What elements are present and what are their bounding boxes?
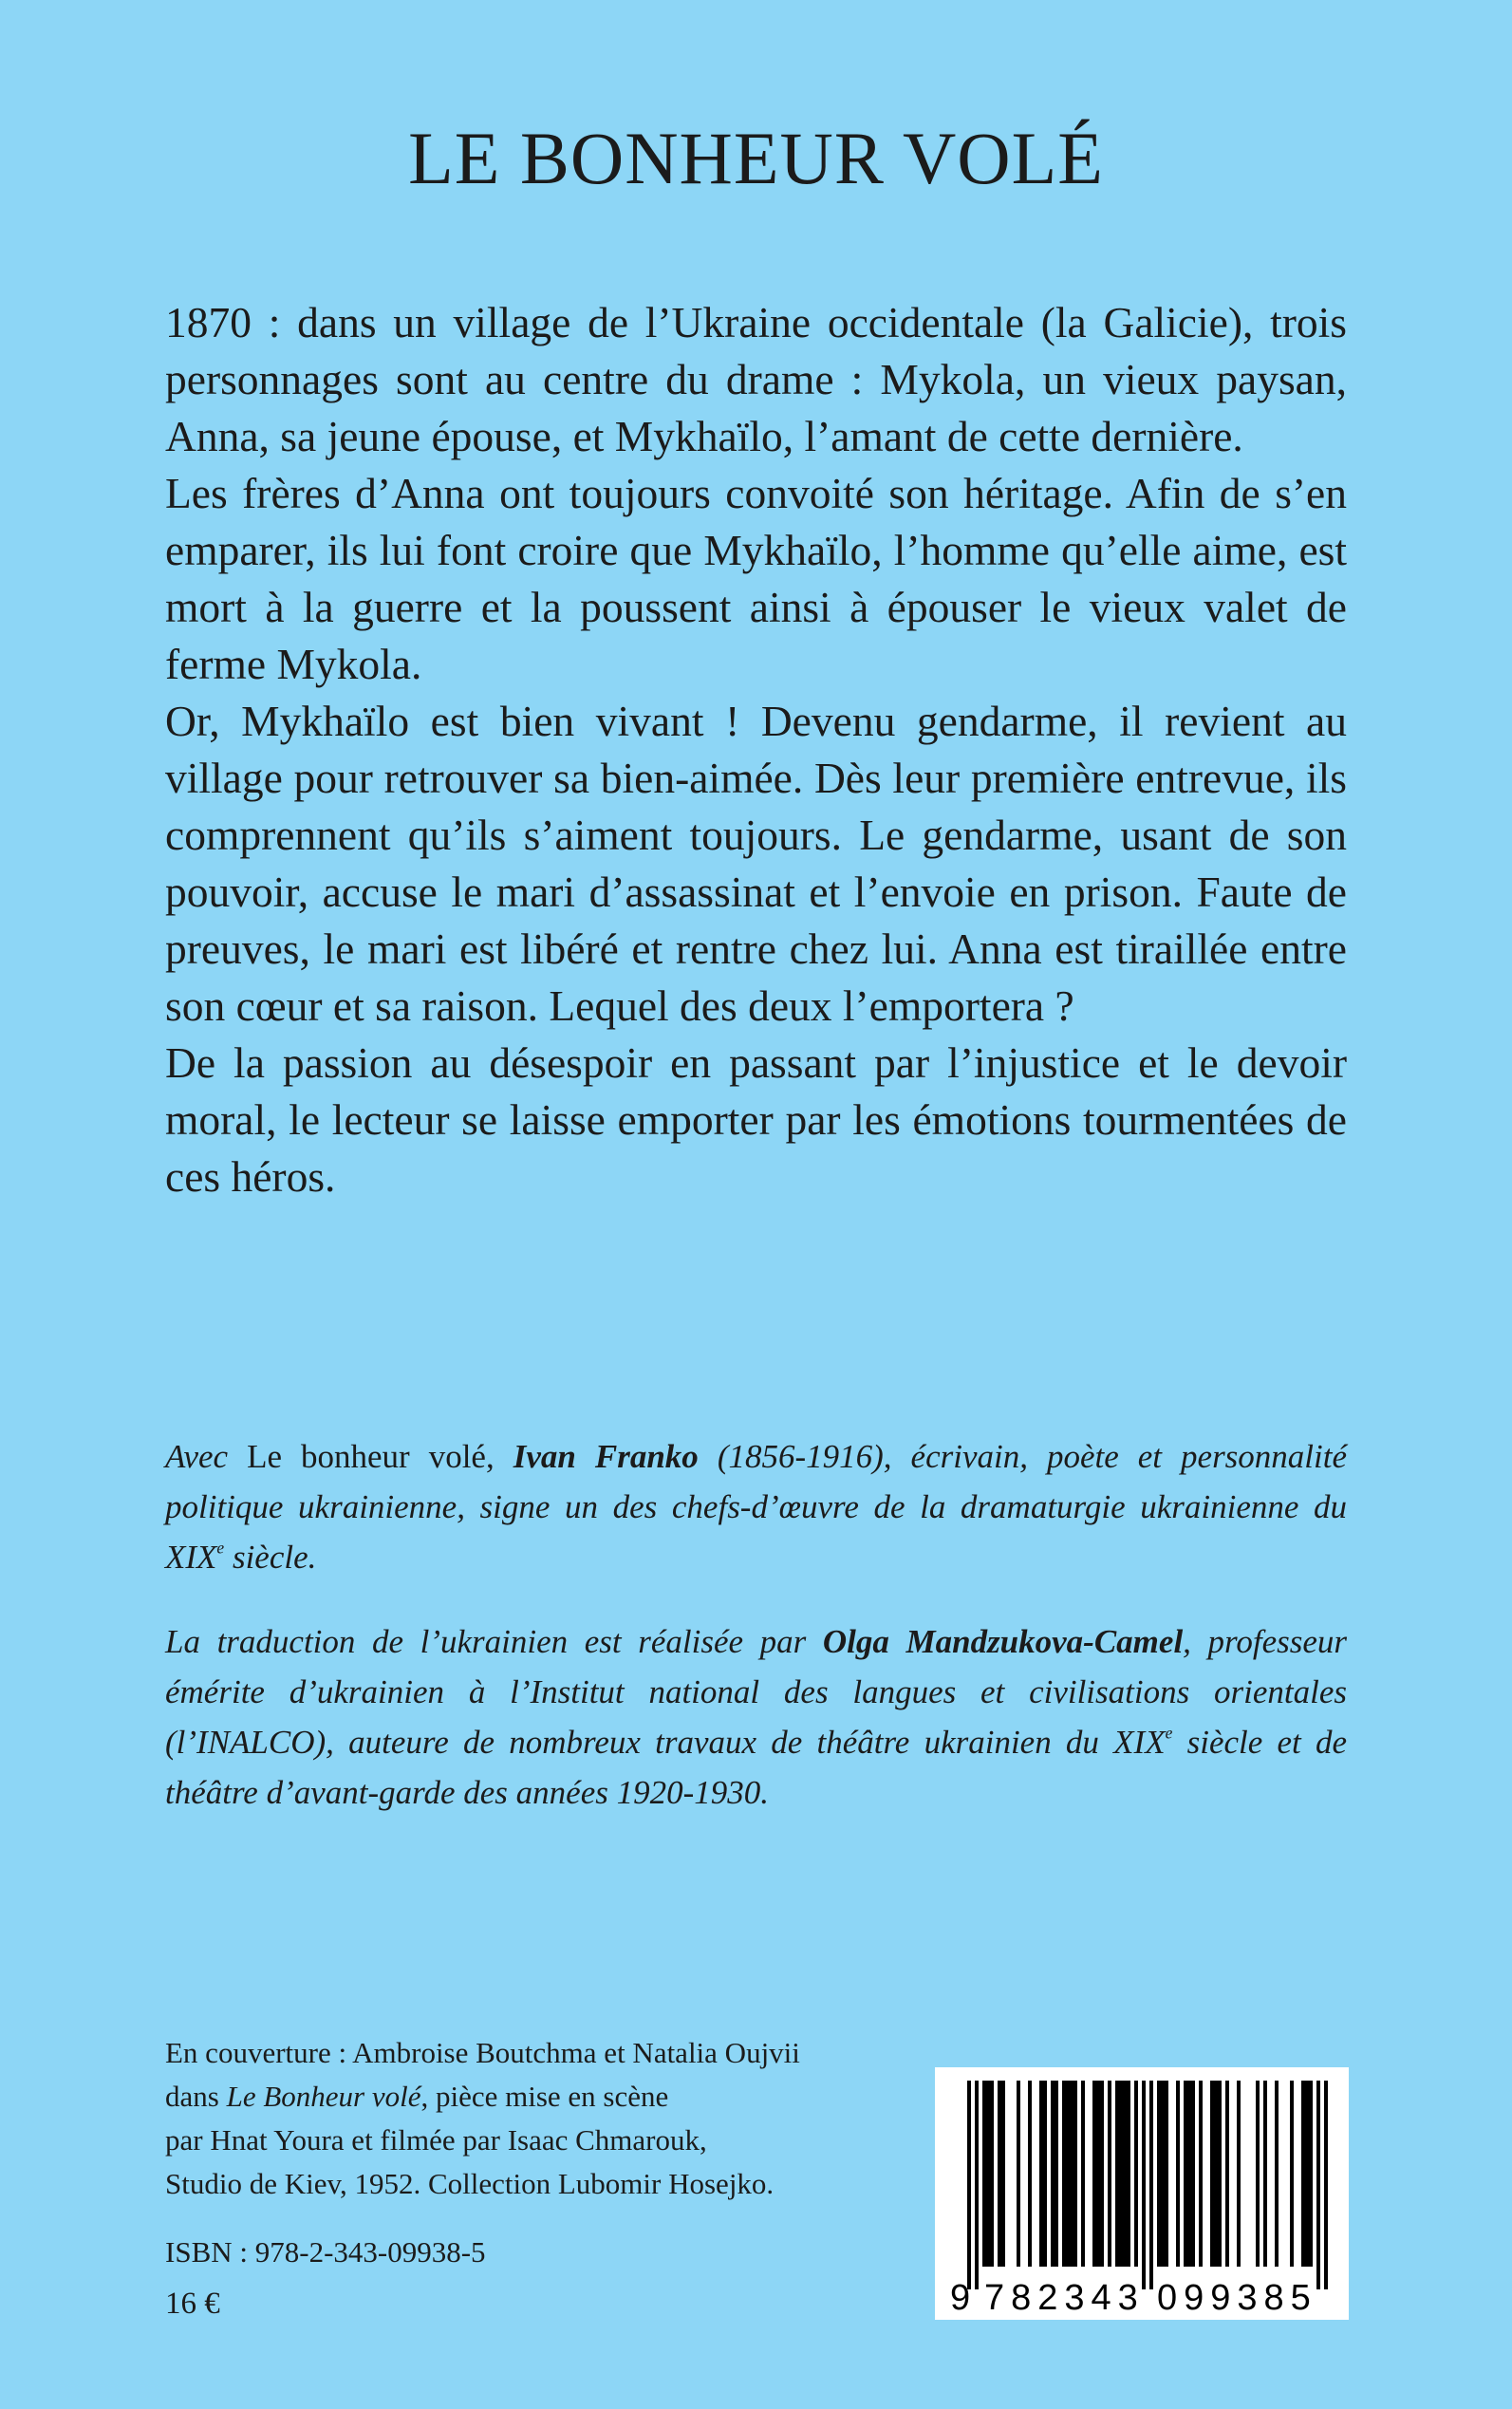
barcode-bar <box>1081 2081 1085 2267</box>
barcode-bar <box>1001 2081 1005 2267</box>
credits-book-title: Le Bonheur volé <box>226 2080 421 2113</box>
barcode-bar <box>1100 2081 1104 2267</box>
author-bio <box>165 1431 1347 1818</box>
barcode-bar <box>1191 2081 1195 2267</box>
barcode-bar <box>1309 2081 1313 2267</box>
credits-line: par Hnat Youra et filmée par Isaac Chmarouk, <box>165 2123 707 2157</box>
isbn: ISBN : 978-2-343-09938-5 <box>165 2235 486 2269</box>
barcode-bar <box>1127 2081 1130 2267</box>
barcode-bar <box>1187 2081 1191 2267</box>
barcode-bar <box>1165 2081 1168 2267</box>
barcode-bar <box>1161 2081 1165 2267</box>
barcode-bar <box>998 2081 1001 2267</box>
barcode-guard-bar <box>1324 2081 1328 2289</box>
barcode-bar <box>1157 2081 1161 2267</box>
barcode-bar <box>1290 2081 1294 2267</box>
summary-paragraph: 1870 : dans un village de l’Ukraine occidentale (la Galicie), trois personnages sont au centre du drame : Mykola, un vieux paysan, Anna, sa jeune épouse, et Mykhaïlo, l’amant de cette dernière. <box>165 298 1347 460</box>
barcode-bar <box>1199 2081 1203 2267</box>
barcode-bar <box>1017 2081 1020 2267</box>
barcode-bar <box>1055 2081 1058 2267</box>
century: XIX <box>165 1539 217 1576</box>
translator-desc-end: siècle et de théâtre d’avant-garde des années 1920-1930. <box>165 1724 1348 1811</box>
barcode-bar <box>990 2081 994 2267</box>
century-sup: e <box>216 1538 225 1558</box>
barcode-bar <box>1096 2081 1100 2267</box>
barcode-digits-right: 099385 <box>1157 2278 1317 2318</box>
summary-paragraph: Les frères d’Anna ont toujours convoité son héritage. Afin de s’en emparer, ils lui font croire que Mykhaïlo, l’homme qu’elle aime, est mort à la guerre et la poussent ainsi à épouser le vieux valet de ferme Mykola. <box>165 469 1347 688</box>
barcode <box>935 2067 1349 2320</box>
credits-line: Studio de Kiev, 1952. Collection Lubomir Hosejko. <box>165 2167 775 2200</box>
translator-description: , professeur émérite d’ukrainien à l’Institut national des langues et civilisations orientales (l’INALCO), auteure de nombreux travaux de théâtre ukrainien du <box>165 1623 1348 1761</box>
barcode-bar <box>1028 2081 1032 2267</box>
barcode-bar <box>1062 2081 1066 2267</box>
barcode-bar <box>1108 2081 1111 2267</box>
cover-credits <box>165 2031 800 2206</box>
translator-intro: La traduction de l’ukrainien est réalisée par <box>165 1623 807 1660</box>
book-title: LE BONHEUR VOLÉ <box>408 117 1104 199</box>
barcode-bar <box>986 2081 990 2267</box>
barcode-bar <box>1073 2081 1077 2267</box>
summary-paragraph: De la passion au désespoir en passant par l’injustice et le devoir moral, le lecteur se laisse emporter par les émotions tourmentées de ces héros. <box>165 1038 1347 1201</box>
barcode-bar <box>1134 2081 1138 2267</box>
barcode-bar <box>1225 2081 1229 2267</box>
barcode-bar <box>1301 2081 1305 2267</box>
barcode-graphic <box>935 2067 1349 2320</box>
barcode-digit-first: 9 <box>950 2278 971 2318</box>
credits-rest: , pièce mise en scène <box>420 2080 669 2113</box>
translator-name: Olga Mandzukova-Camel <box>822 1623 1184 1660</box>
barcode-bar <box>1115 2081 1119 2267</box>
bio-avec: Avec <box>165 1438 229 1475</box>
barcode-bar <box>1051 2081 1055 2267</box>
barcode-guard-bar <box>967 2081 971 2289</box>
barcode-bar <box>1176 2081 1180 2267</box>
author-description: (1856-1916), écrivain, poète et personnalité politique ukrainienne, signe un des chefs-d’œuvre de la dramaturgie ukrainienne du <box>165 1438 1348 1525</box>
barcode-bar <box>1070 2081 1073 2267</box>
century: XIX <box>1113 1724 1166 1761</box>
barcode-bar <box>1066 2081 1070 2267</box>
author-desc-end: siècle. <box>232 1539 317 1576</box>
summary-paragraph: Or, Mykhaïlo est bien vivant ! Devenu gendarme, il revient au village pour retrouver sa bien-aimée. Dès leur première entrevue, ils comprennent qu’ils s’aiment toujours. Le gendarme, usant de son pouvoir, accuse le mari d’assassinat et l’envoie en prison. Faute de preuves, le mari est libéré et rentre chez lui. Anna est tiraillée entre son cœur et sa raison. Lequel des deux l’emportera ? <box>165 697 1347 1030</box>
barcode-bar <box>1218 2081 1222 2267</box>
barcode-bar <box>1275 2081 1279 2267</box>
century-sup: e <box>1165 1723 1173 1743</box>
barcode-bar <box>982 2081 986 2267</box>
credits-line: En couverture : Ambroise Boutchma et Natalia Oujvii <box>165 2036 800 2069</box>
barcode-guard-bar <box>975 2081 979 2289</box>
credits-line <box>165 2075 800 2119</box>
book-title-inline: Le bonheur volé, <box>247 1438 495 1475</box>
translator-paragraph <box>165 1616 1347 1818</box>
barcode-bar <box>1305 2081 1309 2267</box>
barcode-bar <box>1256 2081 1260 2267</box>
barcode-bar <box>1039 2081 1043 2267</box>
credits-dans: dans <box>165 2080 219 2113</box>
barcode-guard-bar <box>1316 2081 1320 2289</box>
barcode-bar <box>1043 2081 1047 2267</box>
barcode-guard-bar <box>1142 2081 1146 2289</box>
barcode-digits-left: 782343 <box>984 2278 1145 2318</box>
summary-text <box>165 294 1347 1205</box>
barcode-bar <box>1123 2081 1127 2267</box>
barcode-bar <box>1092 2081 1096 2267</box>
barcode-bar <box>1184 2081 1187 2267</box>
barcode-bar <box>1263 2081 1267 2267</box>
barcode-bar <box>1237 2081 1241 2267</box>
barcode-bar <box>1214 2081 1218 2267</box>
author-name: Ivan Franko <box>513 1438 699 1475</box>
barcode-bar <box>1210 2081 1214 2267</box>
price: 16 € <box>165 2287 220 2321</box>
barcode-guard-bar <box>1149 2081 1153 2289</box>
barcode-bar <box>1119 2081 1123 2267</box>
author-paragraph <box>165 1431 1347 1582</box>
